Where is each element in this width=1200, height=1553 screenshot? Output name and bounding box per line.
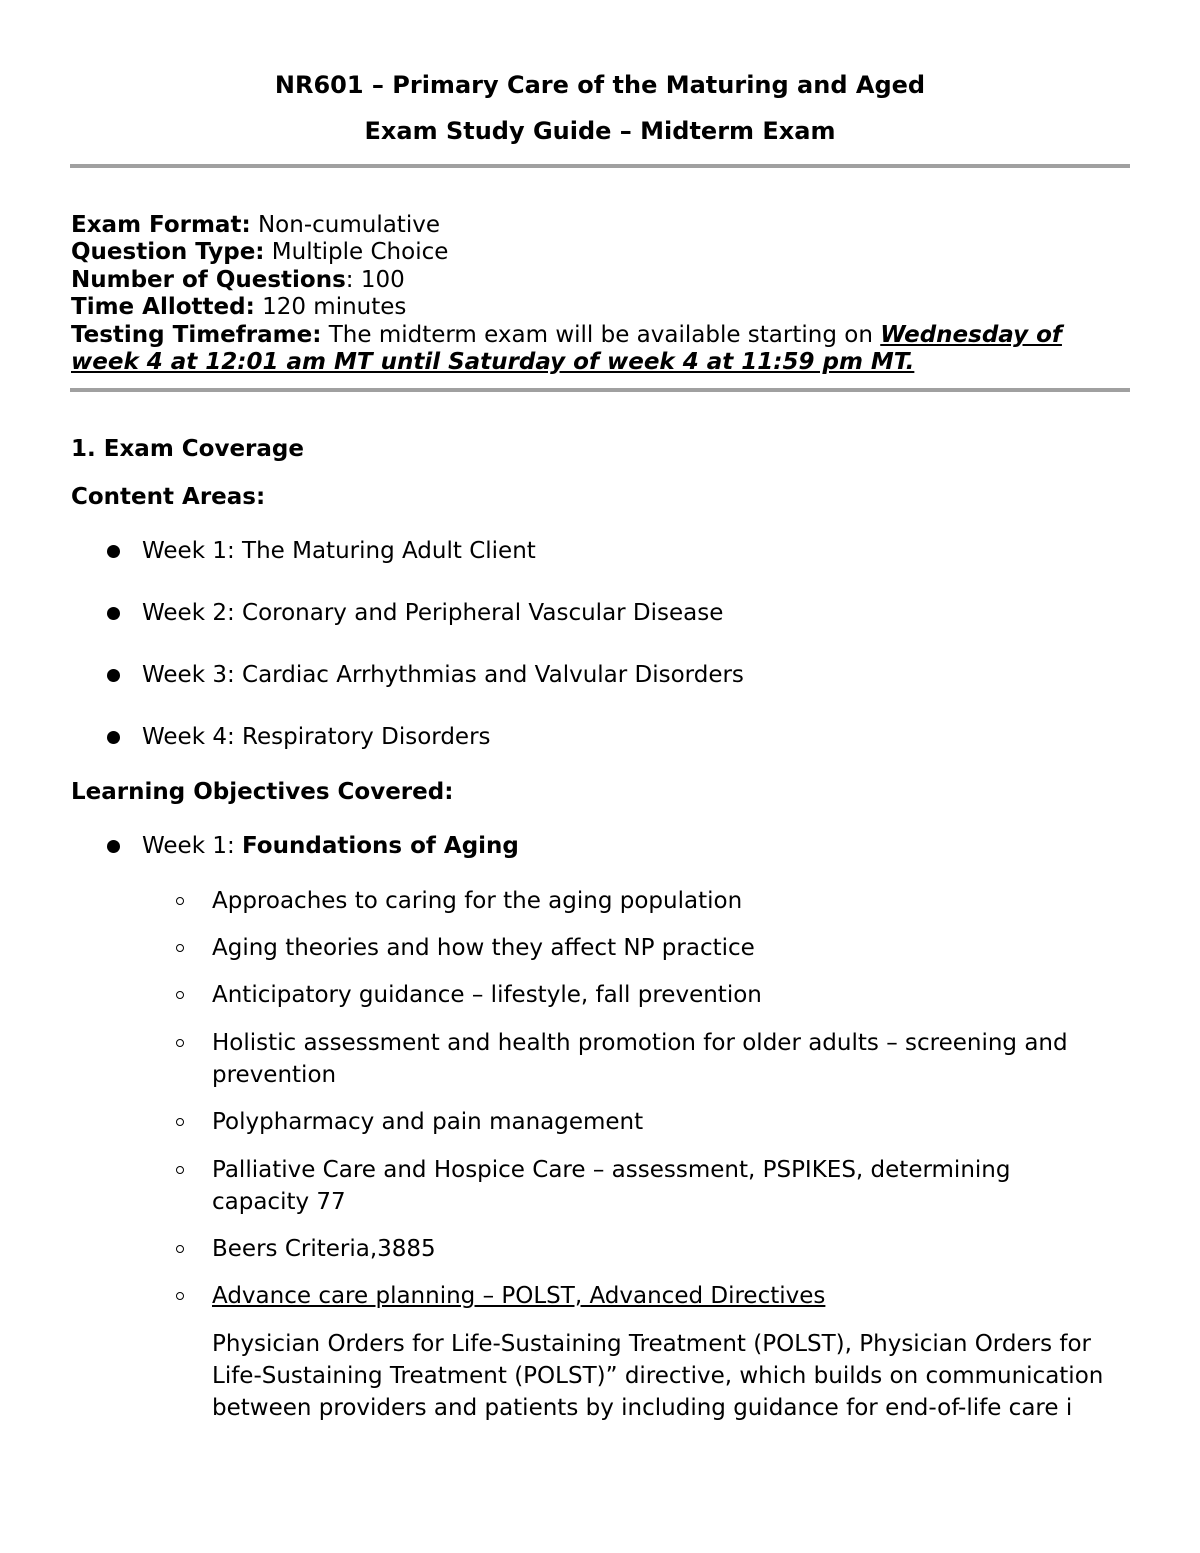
testing-timeframe-row-continued [71, 349, 1131, 376]
sub-list-item: Polypharmacy and pain management [176, 1106, 1106, 1138]
timeframe-emphasis: week 4 at 12:01 am MT until Saturday of week 4 at 11:59 pm MT. [71, 349, 915, 376]
testing-timeframe-row: Testing Timeframe: The midterm exam will be available starting on Wednesday of [71, 321, 1062, 348]
list-item: Week 1: Foundations of Aging [107, 831, 519, 861]
section-heading: 1. Exam Coverage [71, 436, 304, 462]
list-item: Week 1: The Maturing Adult Client [107, 536, 536, 566]
sub-list-item: Holistic assessment and health promotion for older adults – screening and prevention [176, 1027, 1106, 1091]
circle-bullet-icon [176, 1118, 184, 1126]
course-title: NR601 – Primary Care of the Maturing and Aged [274, 71, 926, 99]
bullet-icon [107, 731, 120, 744]
sub-list-item: Anticipatory guidance – lifestyle, fall prevention [176, 979, 1106, 1011]
exam-info-block [71, 212, 1131, 376]
divider [70, 164, 1130, 168]
sub-list-item: Palliative Care and Hospice Care – assessment, PSPIKES, determining capacity 77 [176, 1154, 1106, 1218]
sub-list-item: Aging theories and how they affect NP practice [176, 932, 1106, 964]
bullet-icon [107, 607, 120, 620]
bullet-icon [107, 669, 120, 682]
list-item: Week 4: Respiratory Disorders [107, 722, 491, 752]
bullet-icon [107, 840, 120, 853]
number-of-questions-row: Number of Questions: 100 [71, 266, 405, 293]
exam-format-row: Exam Format: Non-cumulative [71, 212, 440, 238]
sub-list-item: Advance care planning – POLST, Advanced Directives [176, 1280, 1106, 1312]
circle-bullet-icon [176, 1245, 184, 1253]
bullet-icon [107, 545, 120, 558]
circle-bullet-icon [176, 944, 184, 952]
circle-bullet-icon [176, 1166, 184, 1174]
circle-bullet-icon [176, 991, 184, 999]
circle-bullet-icon [176, 897, 184, 905]
polst-paragraph: Physician Orders for Life-Sustaining Treatment (POLST), Physician Orders for Life-Sustaining Treatment (POLST)” directive, which builds on communication between providers and patients by including guidance for end-of-life care i [212, 1331, 1104, 1421]
content-areas-heading: Content Areas: [71, 484, 266, 510]
sub-list-item: Approaches to caring for the aging population [176, 885, 1106, 917]
list-item: Week 3: Cardiac Arrhythmias and Valvular Disorders [107, 660, 744, 690]
circle-bullet-icon [176, 1292, 184, 1300]
time-allotted-row: Time Allotted: 120 minutes [71, 294, 407, 321]
guide-title: Exam Study Guide – Midterm Exam [364, 117, 836, 145]
list-item: Week 2: Coronary and Peripheral Vascular Disease [107, 598, 723, 628]
sub-list-item: Beers Criteria,3885 [176, 1233, 1106, 1265]
learning-objectives-heading: Learning Objectives Covered: [71, 779, 454, 805]
divider [70, 388, 1130, 392]
timeframe-emphasis: Wednesday of [880, 321, 1062, 348]
circle-bullet-icon [176, 1039, 184, 1047]
question-type-row: Question Type: Multiple Choice [71, 239, 449, 266]
